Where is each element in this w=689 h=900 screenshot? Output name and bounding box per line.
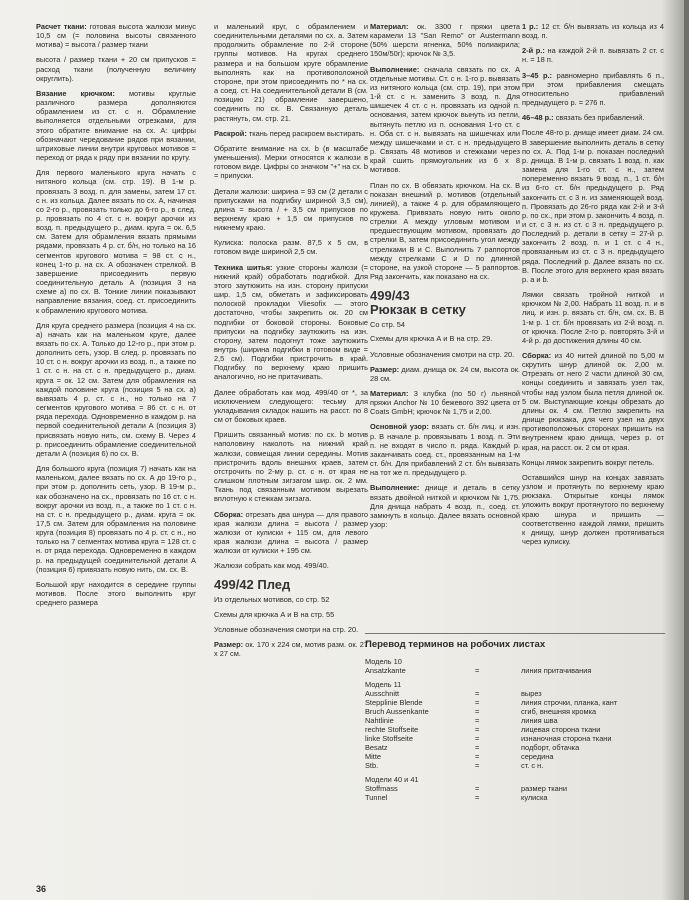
- paragraph-text: Пришить связанный мотив: по сх. b мотив наполовину наколоть на нижний край жалюзи, совмещая линии середины. Мотив пристрочить вдоль внешних краев, затем отстрочить по 2-му р. ст. с н. от края не слишком плотным зигзагом шир. ок. 2 мм. Ткань под связанным мотивом вырезать вплотную к стежкам зигзага.: [214, 430, 368, 504]
- terms-row: [365, 689, 665, 698]
- paragraph-heading: 3–45 р.:: [522, 70, 553, 80]
- paragraph: [522, 128, 664, 284]
- terms-model-heading: Модели 40 и 41: [365, 775, 419, 784]
- paragraph-text: Для большого круга (позиция 7) начать как на маленьком, далее вязать по сх. А до 19-го р., при этом р. дополнить сеть, узор. В 19-м р., как обозначено на сх., провязать по 16 ст. с н. вокруг арочки из возд. п., а также по 1 ст. с н. на ст. с н. предыдущего р., диам. круга = ок. 17,5 см. Затем для обрамления на половине круга (позиция 8) провязать по 4 р. ст. с н., но только на 7 сегментах мотива круга = 128 ст. с н. от ряда перехода. Одновременно в каждом р. на предыдущей соединительной детали А (позиция 6) привязать новую нить, см. сх. В.: [36, 464, 196, 574]
- paragraph: [214, 22, 368, 123]
- paragraph-text: готовая высота жалюзи минус 10,5 см (= половина высоты связанного мотива) = высота / размер ткани: [36, 22, 196, 50]
- terms-divider: [365, 633, 665, 634]
- paragraph-text: ок. 170 x 224 см, мотив разм. ок. 27 x 27 см.: [214, 639, 368, 659]
- paragraph: [36, 321, 196, 458]
- paragraph-text: Детали жалюзи: ширина = 93 см (2 детали с припусками на подгибку шириной 3,5 см), длина = высота / + 3,5 см припусков по верхнему краю + 1,5 см припусков по нижнему краю.: [214, 186, 368, 233]
- page-edge: [684, 0, 689, 900]
- term-german: Tunnel: [365, 793, 388, 802]
- paragraph: [214, 187, 368, 233]
- column-3: [370, 22, 520, 535]
- paragraph-text: Для круга среднего размера (позиция 4 на сх. а) начать как на маленьком круге, далее вязать по сх. А. Только до 12-го р., при этом р. дополнить сеть, узор. В след. р. провязать по 10 ст. с н. вокруг арочки из возд. п., а также по 1 ст. с н. на ст. с н. предыдущего р., диам. круга = ок. 12 см. Затем для обрамления на каждой половине круга (позиция 5 на сх. а) вывязать 4 р. ст. с н., но только на 7 сегментов кругового мотива = 86 ст. с н. от ряда перехода. Одновременно в каждом р. на первой соединительной детали А (позиция 3) присвязать новую нить, см. схему В. Через 4 р. присоединить обрамление соединительной детали А (позиция 6) по сх. В.: [36, 320, 196, 458]
- paragraph-text: из 40 нитей длиной по 5,00 м скрутить шнур длиной ок. 2,00 м. Отрезать от него 2 части длиной 30 см, концы соединить и завязать узел так, чтобы над узлом была петля длиной ок. 5 см. Выступающие концы обрезать до длины ок. 4 см. Петлю закрепить на днище рюкзака, для чего узел на двух противоположных сторонах пришить на внутреннем краю днища, через р. от края, на расст. ок. 2 см от края.: [522, 351, 664, 452]
- term-equals: =: [475, 761, 480, 770]
- term-equals: =: [475, 784, 480, 793]
- paragraph: [522, 113, 664, 122]
- paragraph-text: днище и деталь в сетку вязать двойной ниткой и крючком № 1,75. Для днища набрать 4 возд. п., соед. ст. замкнуть в кольцо. Далее вязать основной узор:: [370, 483, 520, 530]
- term-german: Besatz: [365, 743, 388, 752]
- paragraph: [36, 168, 196, 315]
- term-russian: линия шва: [521, 716, 558, 725]
- term-german: Ausschnitt: [365, 689, 400, 698]
- term-russian: вырез: [521, 689, 542, 698]
- paragraph-text: Схемы для крючка А и В на стр. 55: [214, 609, 335, 619]
- paragraph: [522, 290, 664, 345]
- paragraph: [214, 640, 368, 658]
- paragraph: [370, 22, 520, 59]
- paragraph-text: Жалюзи собрать как мод. 499/40.: [214, 561, 329, 571]
- terms-row: [365, 698, 665, 707]
- paragraph-text: сначала связать по сх. А отдельные мотивы. Ст. с н. 1-го р. вывязать из нитяного кольца (см. стр. 19), при этом 1-й ст. с н. заменить 3 возд. п. Для шишечек 4 ст. с н. провязать из одной п. основания, затем крючок вынуть из петли, вытянуть петлю из п. основания 1-го ст. с н. Оба ст. с н. вывязать на шишечках или между шишечками и ст. с н. предыдущего р. Связать 48 мотивов и стежками через край сшить прямоугольник из 6 x 8 мотивов.: [370, 64, 520, 175]
- model-source-ref: Со стр. 54: [370, 320, 406, 330]
- paragraph: [214, 510, 368, 556]
- paragraph: [36, 55, 196, 82]
- term-equals: =: [475, 666, 480, 675]
- paragraph: [214, 610, 368, 619]
- paragraph-text: Условные обозначения смотри на стр. 20.: [370, 349, 515, 359]
- paragraph: [214, 129, 368, 138]
- paragraph: [36, 580, 196, 607]
- term-russian: размер ткани: [521, 784, 567, 793]
- term-russian: середина: [521, 752, 554, 761]
- paragraph-text: ткань перед раскроем выстирать.: [248, 128, 365, 138]
- terms-model-heading: Модель 10: [365, 657, 402, 666]
- term-german: Mitte: [365, 752, 382, 761]
- paragraph-text: После 48-го р. днище имеет диам. 24 см. В завершение выполнить деталь в сетку по сх. А. Под 1-м р. показан последний р. днища. В 1-м р. связать 1 возд. п. как замена для 1-го ст. с н., затем попеременно вязать 9 возд. п., 1 ст. б/н из 6-го ст. б/н предыдущего р. Ряд закончить ст. с 3 н. из заменяющей возд. п. Провязать до 26-го ряда как 2-й и 3-й р. по сх., при этом р. закончить 4 возд. п. и ст. с 3 н. из ст. с 3 н. предыдущего р. Последний р. детали в сетку = 27-й р. закончить 2 возд. п. и 1 ст. с 4 н., провязанным из ст. с 3 н. предыдущего ряда. Последний р. Далее вязать по сх. В. После этого для верхнего края вязать р. а и b.: [522, 128, 664, 284]
- terms-title: Перевод терминов на робочих листах: [365, 639, 546, 650]
- terms-row: [365, 707, 665, 716]
- paragraph-heading: Сборка:: [214, 509, 244, 519]
- term-equals: =: [475, 689, 480, 698]
- terms-row: [365, 752, 665, 761]
- column-4: [522, 22, 664, 552]
- term-equals: =: [475, 793, 480, 802]
- paragraph-text: высота / размер ткани + 20 см припусков = расход ткани (полученную величину округлить).: [36, 55, 196, 83]
- paragraph-text: 12 ст. б/н вывязать из кольца из 4 возд. п.: [522, 22, 664, 41]
- terms-row: [365, 784, 665, 793]
- terms-model-heading: Модель 11: [365, 680, 402, 689]
- term-equals: =: [475, 698, 480, 707]
- term-russian: изнаночная сторона ткани: [521, 734, 612, 743]
- paragraph: [370, 350, 520, 359]
- terms-row: [365, 666, 665, 675]
- paragraph: [214, 144, 368, 181]
- paragraph-heading: Раскрой:: [214, 128, 247, 138]
- paragraph: [522, 22, 664, 40]
- column-1: [36, 22, 196, 613]
- paragraph: [214, 263, 368, 382]
- paragraph-text: диам. днища ок. 24 см, высота ок. 28 см.: [370, 364, 520, 383]
- terms-body: [365, 657, 665, 802]
- paragraph: [370, 334, 520, 343]
- paragraph: [370, 389, 520, 416]
- paragraph: [36, 22, 196, 49]
- paragraph-text: отрезать два шнура — для правого края жалюзи длина = высота / размер жалюзи от кулиски + 115 см, для левого края жалюзи длина = высота / размер жалюзи от кулиски + 195 см.: [214, 509, 368, 556]
- paragraph-heading: 46–48 р.:: [522, 113, 554, 123]
- term-russian: ст. с н.: [521, 761, 544, 770]
- paragraph: [370, 365, 520, 383]
- term-equals: =: [475, 725, 480, 734]
- terms-table: [365, 633, 665, 887]
- model-title: 499/42 Плед: [214, 577, 291, 593]
- paragraph-heading: 1 р.:: [522, 22, 539, 31]
- paragraph-heading: Материал:: [370, 22, 409, 31]
- paragraph: [214, 625, 368, 634]
- term-german: Stoffmass: [365, 784, 398, 793]
- paragraph-text: вязать ст. б/н лиц. и изн. р. В начале р. провязывать 1 возд. п. Эти п. не входят в число п. ряда. Каждый р. заканчивать соед. ст., провязанным на 1-м ст. б/н. Для прибавлений 2 ст. б/н вывязать на тот же п. предыдущего р.: [370, 422, 520, 478]
- paragraph-text: на каждой 2-й п. вывязать 2 ст. с н. = 18 п.: [522, 46, 664, 65]
- paragraph: [522, 71, 664, 108]
- term-russian: линия строчки, планка, кант: [521, 698, 618, 707]
- term-german: Stepplinie Blende: [365, 698, 423, 707]
- paragraph: [36, 89, 196, 162]
- paragraph-text: Оставшийся шнур на концах завязать узлом и протянуть по верхнему краю рюкзака. Открытые концы лямок уложить вокруг протянутого по верхнему краю шнура и пришить — соответственно каждой лямки, пришить к днищу, шнур должен протягиваться через кулиску.: [522, 472, 664, 546]
- page-number: 36: [36, 884, 47, 894]
- paragraph-heading: Техника шитья:: [214, 262, 273, 272]
- paragraph-text: равномерно прибавлять 6 п., при этом прибавления смещать относительно прибавлений предыдущего р. = 276 п.: [522, 70, 664, 108]
- paragraph: [370, 422, 520, 477]
- term-russian: кулиска: [521, 793, 548, 802]
- terms-row: [365, 716, 665, 725]
- terms-row: [365, 761, 665, 770]
- term-russian: линия притачивания: [521, 666, 592, 675]
- paragraph: [522, 46, 664, 64]
- paragraph-text: Далее обработать как мод. 499/40 от *, за исключением следующего: тесьму для укладывания складок нашить на расст. по 8 см от боковых краев.: [214, 387, 368, 425]
- term-russian: лицевая сторона ткани: [521, 725, 601, 734]
- paragraph-heading: Расчет ткани:: [36, 22, 87, 31]
- term-equals: =: [475, 743, 480, 752]
- paragraph-text: Концы лямок закрепить вокруг петель.: [522, 457, 655, 467]
- paragraph-text: 3 клубка (по 50 г) льняной пряжи Anchor № 10 бежевого 392 цвета от Coats GmbH; крючок № 1,75 и 2,00.: [370, 389, 520, 417]
- term-german: rechte Stoffseite: [365, 725, 419, 734]
- paragraph-heading: Размер:: [214, 639, 244, 649]
- paragraph-heading: Размер:: [370, 364, 400, 374]
- paragraph: [214, 238, 368, 256]
- paragraph: [522, 351, 664, 452]
- paragraph-text: узкие стороны жалюзи (= нижний край) обработать подгибкой. Для этого заутюжить на изн. сторону припуски шир. 1,5 см, обметать и зафиксировать полоской прокладки Vliesofix — этого достаточно, чтобы закрепить ок. 20 см подгибки от боковой стороны. Боковые припуски на подгибку заутюжить на изн. сторону, затем подогнут тоже заутюжить внутрь (ширина подгибки в готовом виде = 2,5 см). Подгибки пристрочить в край. Подгибку по верхнему краю пришить аналогично, но не притачивать.: [214, 262, 368, 382]
- term-german: Ansatzkante: [365, 666, 406, 675]
- paragraph: [370, 65, 520, 175]
- paragraph: [370, 181, 520, 282]
- paragraph-text: Условные обозначения смотри на стр. 20.: [214, 624, 359, 634]
- terms-row: [365, 793, 665, 802]
- terms-row: [365, 743, 665, 752]
- paragraph: [36, 464, 196, 574]
- paragraph-text: Большой круг находится в середине группы мотивов. После этого выполнить круг среднего размера: [36, 579, 196, 608]
- term-equals: =: [475, 752, 480, 761]
- paragraph-heading: Вязание крючком:: [36, 88, 115, 98]
- column-2: [214, 22, 368, 664]
- paragraph: [522, 473, 664, 546]
- term-german: Bruch Aussenkante: [365, 707, 429, 716]
- term-german: Nahtlinie: [365, 716, 394, 725]
- term-russian: подборт, обтачка: [521, 743, 580, 752]
- paragraph: [522, 458, 664, 467]
- paragraph: [214, 561, 368, 570]
- paragraph-heading: 2-й р.:: [522, 46, 545, 56]
- paragraph-text: и маленький круг, с обрамлением и соединительными деталями по сх. а. Затем продолжить обрамление по 2-й стороне группы мотивов. На кругах среднего размера и на большом круге обрамление выполнять как на противоположной стороне, при этом присоединить по * на сх. а соед. ст. На соединительной детали В (см. позицию 21) обрамление завершено, соединить по сх. В. Связанную деталь растянуть, см. стр. 21.: [214, 22, 368, 123]
- terms-row: [365, 734, 665, 743]
- term-russian: сгиб, внешняя кромка: [521, 707, 597, 716]
- model-title: 499/43 Рюкзак в сетку: [370, 288, 466, 318]
- paragraph: [214, 388, 368, 425]
- term-equals: =: [475, 716, 480, 725]
- paragraph-text: Лямки связать тройной ниткой и крючком № 2,00. Набрать 11 возд. п. и в лиц. и изн. р. вязать ст. б/н, см. сх. В. В 1-м р. 1 ст. б/н провязать из 2-й возд. п. от крючка. После 2-го р. повторять 3-й и 4-й р. до достижения длины 40 см.: [522, 290, 664, 345]
- term-german: linke Stoffseite: [365, 734, 413, 743]
- terms-row: [365, 725, 665, 734]
- paragraph-text: связать без прибавлений.: [555, 113, 645, 123]
- paragraph-text: Кулиска: полоска разм. 87,5 x 5 см, в готовом виде шириной 2,5 см.: [214, 238, 368, 257]
- model-source-ref: Из отдельных мотивов, со стр. 52: [214, 595, 330, 605]
- term-german: Stb.: [365, 761, 379, 770]
- paragraph: [214, 430, 368, 503]
- paragraph-heading: Основной узор:: [370, 422, 429, 432]
- paragraph-heading: Сборка:: [522, 351, 552, 360]
- paragraph-text: Для первого маленького круга начать с нитяного кольца (см. стр. 19). В 1-м р. провязать 3 возд. п. для замены, затем 17 ст. с н. из кольца. Далее вязать по сх. А, начиная со 2-го р., провязать только до 6-го р., в след. р. провязать по 4 ст. с н. вокруг арочки из возд. п. предыдущего р., диам. круга = ок. 6,5 см. Затем для обрамления вязать прямыми рядами, провязать 4 р. ст. б/н, но только на 16 сегментов кругового мотива = 98 ст. с н., конец 1-го р. на сх. А обозначен стрелкой. В завершение присоединить первую соединительную деталь А (позиция 3 на схеме а) по сх. В. Тонкие линии показывают направление вязания, соед. ст. присоединить к обрамлению кругового мотива.: [36, 168, 196, 315]
- paragraph-heading: Материал:: [370, 389, 409, 398]
- paragraph-text: Схемы для крючка А и В на стр. 29.: [370, 334, 493, 344]
- paragraph-text: ок. 3300 г пряжи цвета карамели 13 "San Remo" от Austermann (50% шерсти ягненка, 50% полиакрила; 150м/50г); крючок № 3,5.: [370, 22, 520, 59]
- paragraph-heading: Выполнение:: [370, 64, 420, 74]
- paragraph-text: Обратите внимание на сх. b (в масштабе уменьшения). Мерки относятся к жалюзи в готовом виде. Цифры со значком "+" на сх. b = припуски.: [214, 143, 368, 181]
- paragraph-heading: Выполнение:: [370, 483, 420, 493]
- term-equals: =: [475, 707, 480, 716]
- paragraph-text: мотивы круглые различного размера дополняются обрамлением из ст. с н. Обрамление выполняется отдельными отрезками, для этого обратите внимание на сх. А: цифры обозначают чередование рядов при вязании, штриховые линии внутри круговых мотивов = переход от ряда к ряду при вязании по кругу.: [36, 88, 196, 163]
- paragraph: [370, 483, 520, 529]
- paragraph-text: План по сх. В обвязать крючком. На сх. В показан внешний р. мотивов (отдельный линией), а также 4 р. для обрамляющего кружева. Привязать новую нить около стрелки А между угловым мотивом и предшествующим мотивом, провязать до стрелки В, затем присоединить угол между стрелками В и С. Выполнить 7 раппортов между стрелками С и D по длинной стороне, на узкой стороне — 5 раппортов. Ряд закончить, как показано на сх.: [370, 180, 520, 282]
- term-equals: =: [475, 734, 480, 743]
